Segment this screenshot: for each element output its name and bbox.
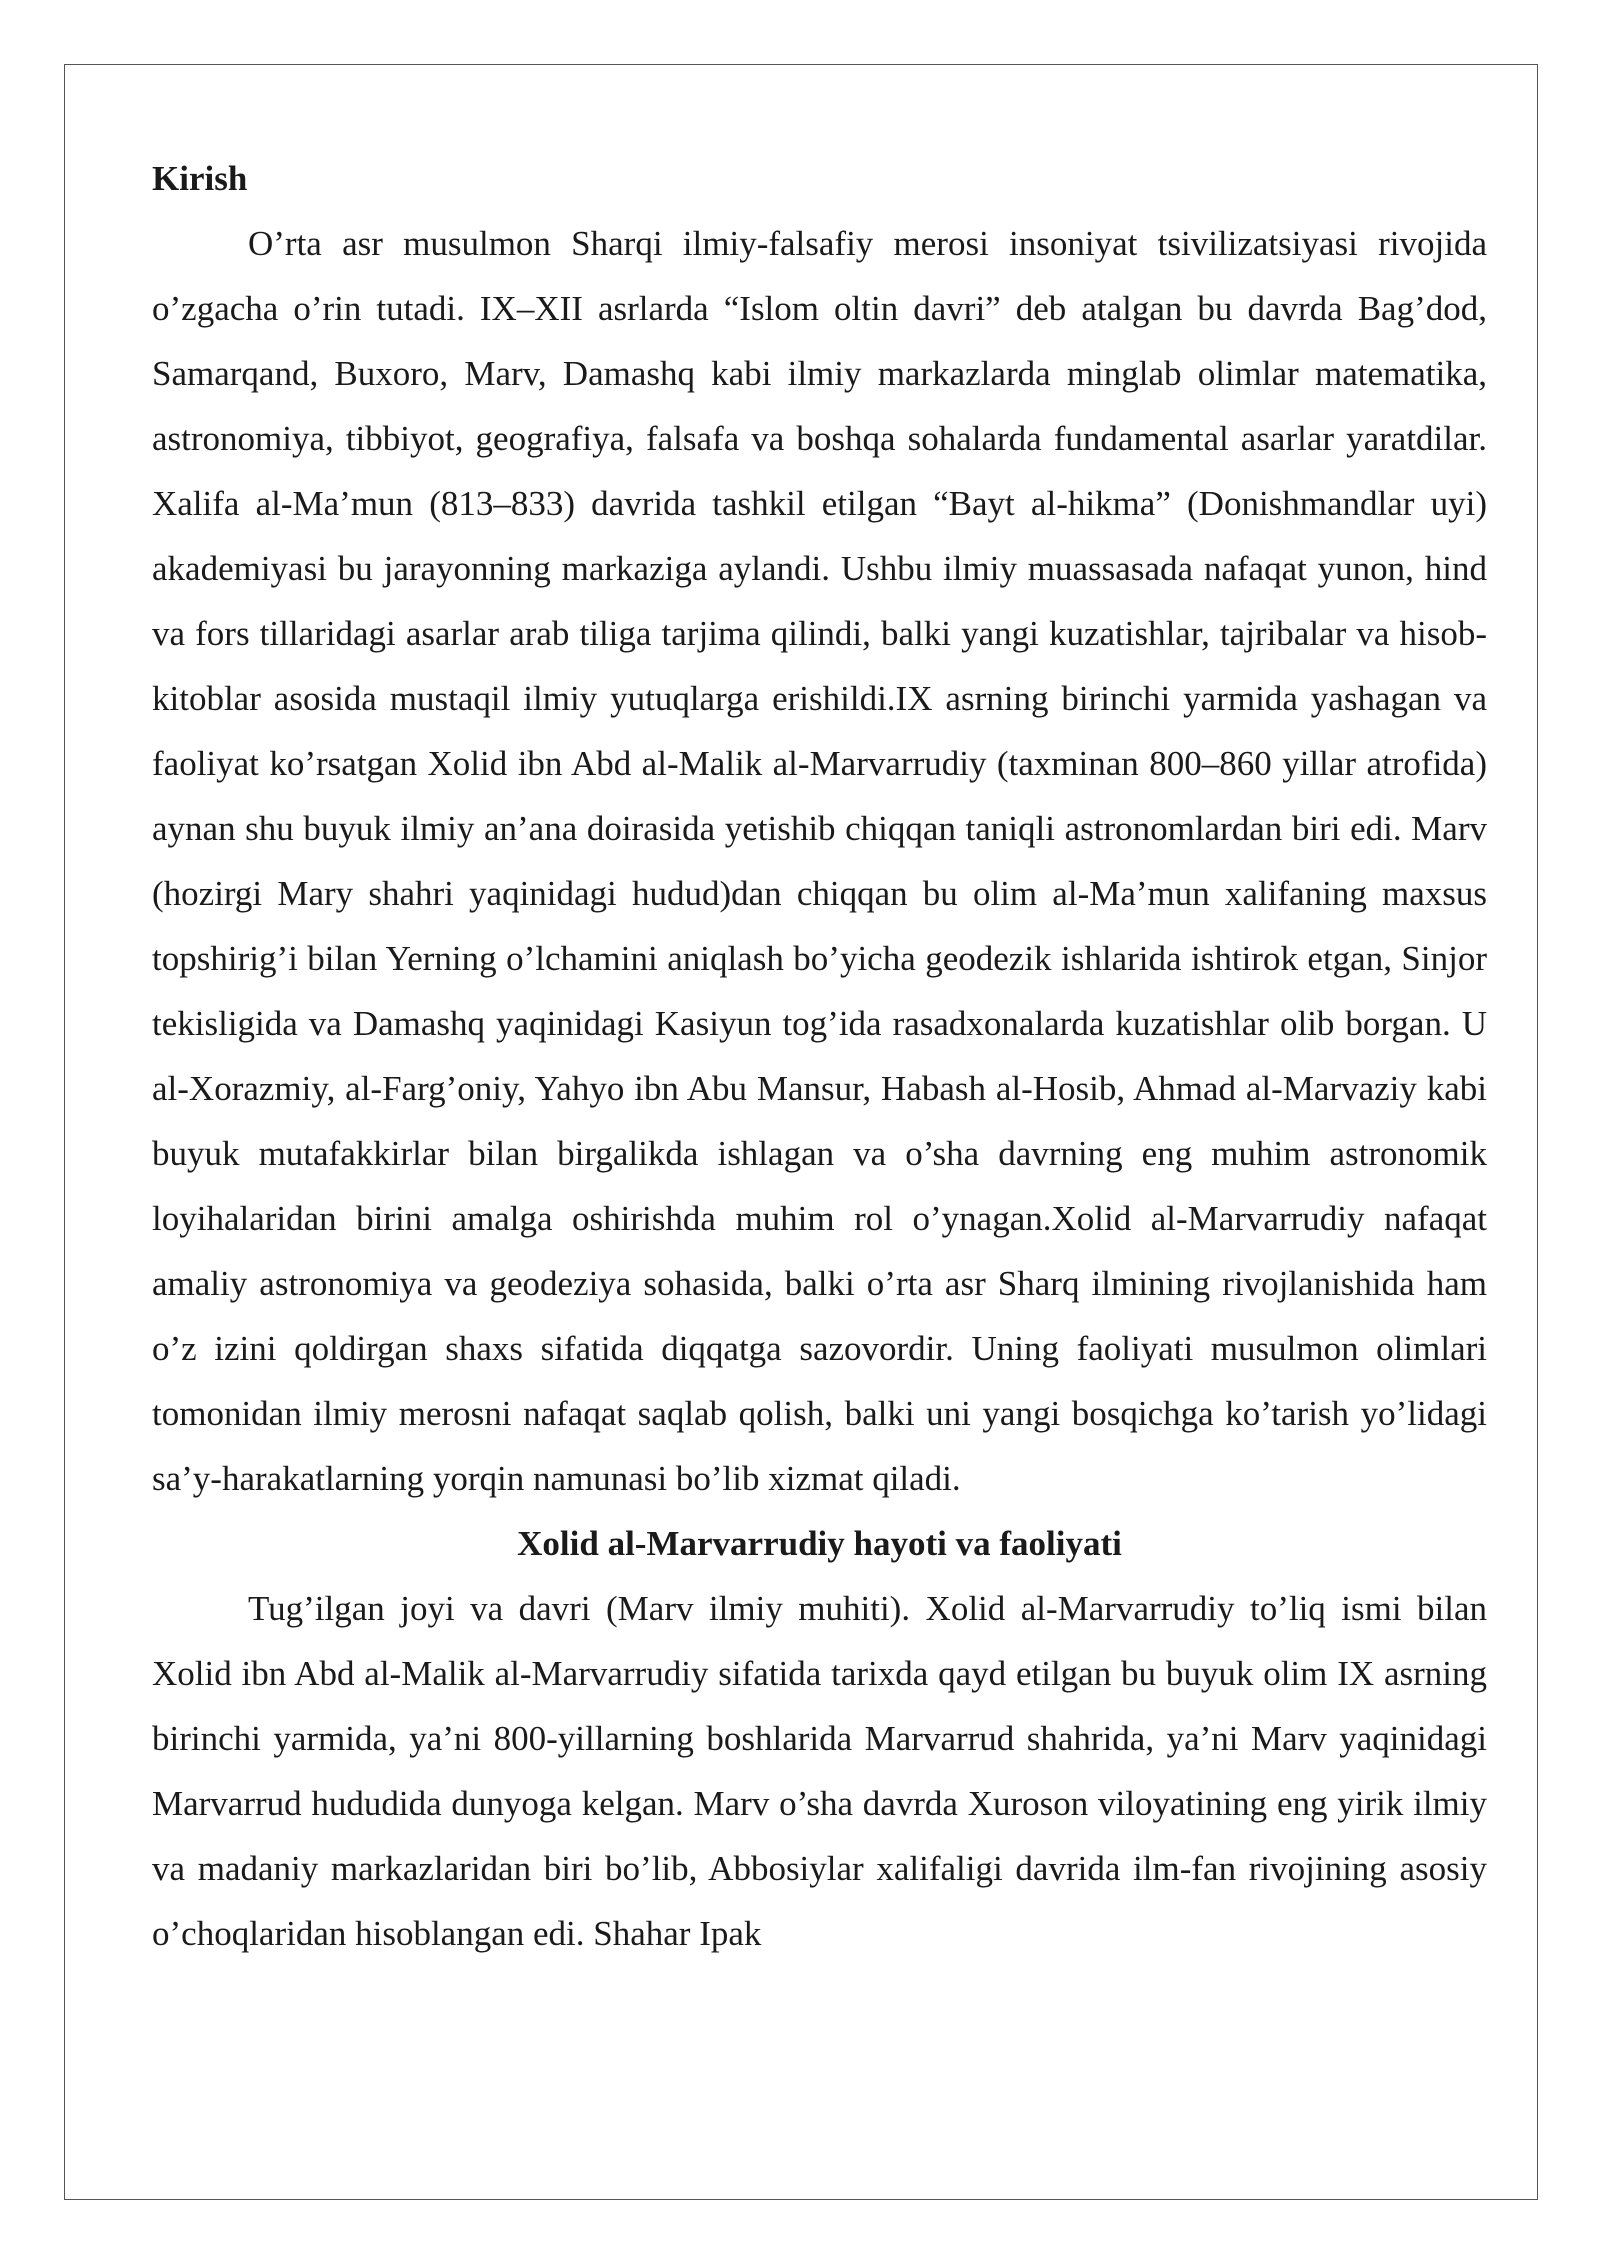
- document-body: [152, 146, 1487, 1966]
- intro-paragraph: O’rta asr musulmon Sharqi ilmiy-falsafiy merosi insoniyat tsivilizatsiyasi rivojida o’zgacha o’rin tutadi. IX–XII asrlarda “Islom oltin davri” deb atalgan bu davrda Bag’dod, Samarqand, Buxoro, Marv, Damashq kabi ilmiy markazlarda minglab olimlar matematika, astronomiya, tibbiyot, geografiya, falsafa va boshqa sohalarda fundamental asarlar yaratdilar. Xalifa al-Ma’mun (813–833) davrida tashkil etilgan “Bayt al-hikma” (Donishmandlar uyi) akademiyasi bu jarayonning markaziga aylandi. Ushbu ilmiy muassasada nafaqat yunon, hind va fors tillaridagi asarlar arab tiliga tarjima qilindi, balki yangi kuzatishlar, tajribalar va hisob-kitoblar asosida mustaqil ilmiy yutuqlarga erishildi.IX asrning birinchi yarmida yashagan va faoliyat ko’rsatgan Xolid ibn Abd al-Malik al-Marvarrudiy (taxminan 800–860 yillar atrofida) aynan shu buyuk ilmiy an’ana doirasida yetishib chiqqan taniqli astronomlardan biri edi. Marv (hozirgi Mary shahri yaqinidagi hudud)dan chiqqan bu olim al-Ma’mun xalifaning maxsus topshirig’i bilan Yerning o’lchamini aniqlash bo’yicha geodezik ishlarida ishtirok etgan, Sinjor tekisligida va Damashq yaqinidagi Kasiyun tog’ida rasadxonalarda kuzatishlar olib borgan. U al-Xorazmiy, al-Farg’oniy, Yahyo ibn Abu Mansur, Habash al-Hosib, Ahmad al-Marvaziy kabi buyuk mutafakkirlar bilan birgalikda ishlagan va o’sha davrning eng muhim astronomik loyihalaridan birini amalga oshirishda muhim rol o’ynagan.Xolid al-Marvarrudiy nafaqat amaliy astronomiya va geodeziya sohasida, balki o’rta asr Sharq ilmining rivojlanishida ham o’z izini qoldirgan shaxs sifatida diqqatga sazovordir. Uning faoliyati musulmon olimlari tomonidan ilmiy merosni nafaqat saqlab qolish, balki uni yangi bosqichga ko’tarish yo’lidagi sa’y-harakatlarning yorqin namunasi bo’lib xizmat qiladi.: [152, 224, 1487, 1498]
- section-title: Xolid al-Marvarrudiy hayoti va faoliyati: [517, 1524, 1122, 1563]
- section-paragraph: Tug’ilgan joyi va davri (Marv ilmiy muhiti). Xolid al-Marvarrudiy to’liq ismi bilan Xolid ibn Abd al-Malik al-Marvarrudiy sifatida tarixda qayd etilgan bu buyuk olim IX asrning birinchi yarmida, ya’ni 800-yillarning boshlarida Marvarrud shahrida, ya’ni Marv yaqinidagi Marvarrud hududida dunyoga kelgan. Marv o’sha davrda Xuroson viloyatining eng yirik ilmiy va madaniy markazlaridan biri bo’lib, Abbosiylar xalifaligi davrida ilm-fan rivojining asosiy o’choqlaridan hisoblangan edi. Shahar Ipak: [152, 1589, 1487, 1953]
- intro-heading: Kirish: [152, 159, 248, 198]
